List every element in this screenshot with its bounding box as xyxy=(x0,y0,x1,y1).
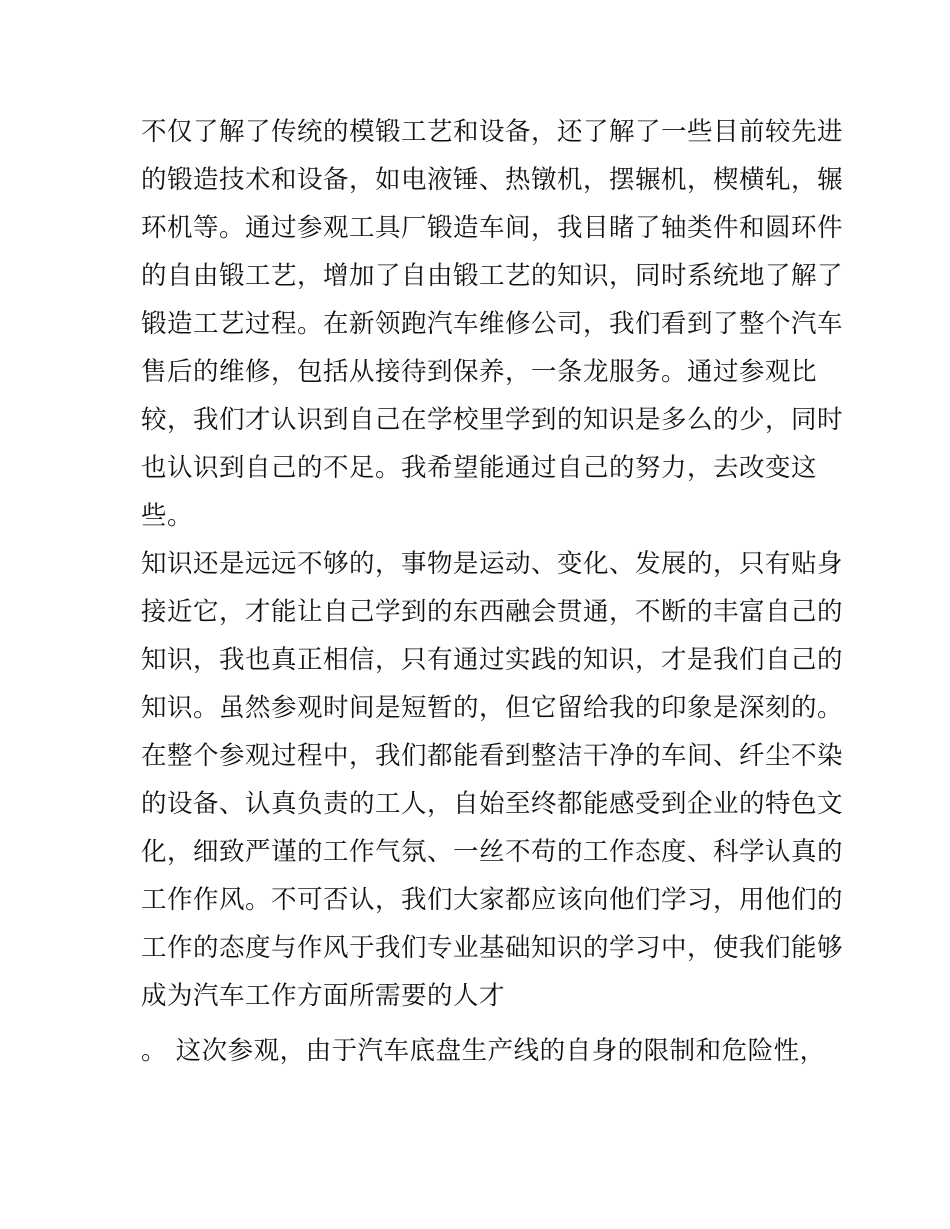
text-line: 不仅了解了传统的模锻工艺和设备，还了解了一些目前较先进 xyxy=(141,117,844,147)
text-line: 知识，我也真正相信，只有通过实践的知识，才是我们自己的 xyxy=(141,645,844,675)
text-line: 接近它，才能让自己学到的东西融会贯通，不断的丰富自己的 xyxy=(141,597,844,627)
text-line: 些。 xyxy=(141,501,194,531)
text-line: 在整个参观过程中，我们都能看到整洁干净的车间、纤尘不染 xyxy=(141,741,844,771)
text-line: 锻造工艺过程。在新领跑汽车维修公司，我们看到了整个汽车 xyxy=(141,309,844,339)
text-line: 的自由锻工艺，增加了自由锻工艺的知识，同时系统地了解了 xyxy=(141,261,844,291)
text-line: 成为汽车工作方面所需要的人才 xyxy=(141,981,506,1011)
text-line: 工作的态度与作风于我们专业基础知识的学习中，使我们能够 xyxy=(141,933,844,963)
text-line: 也认识到自己的不足。我希望能通过自己的努力，去改变这 xyxy=(141,453,818,483)
text-line: 的设备、认真负责的工人，自始至终都能感受到企业的特色文 xyxy=(141,789,844,819)
text-line: 。 这次参观，由于汽车底盘生产线的自身的限制和危险性， xyxy=(141,1036,826,1066)
text-line: 知识还是远远不够的，事物是运动、变化、发展的，只有贴身 xyxy=(141,549,844,579)
text-line: 知识。虽然参观时间是短暂的，但它留给我的印象是深刻的。 xyxy=(141,693,844,723)
text-line: 较，我们才认识到自己在学校里学到的知识是多么的少，同时 xyxy=(141,405,844,435)
text-line: 化，细致严谨的工作气氛、一丝不苟的工作态度、科学认真的 xyxy=(141,837,844,867)
text-line: 环机等。通过参观工具厂锻造车间，我目睹了轴类件和圆环件 xyxy=(141,213,844,243)
text-line: 工作作风。不可否认，我们大家都应该向他们学习，用他们的 xyxy=(141,885,844,915)
text-line: 售后的维修，包括从接待到保养，一条龙服务。通过参观比 xyxy=(141,357,818,387)
text-line: 的锻造技术和设备，如电液锤、热镦机，摆辗机，楔横轧，辗 xyxy=(141,165,844,195)
